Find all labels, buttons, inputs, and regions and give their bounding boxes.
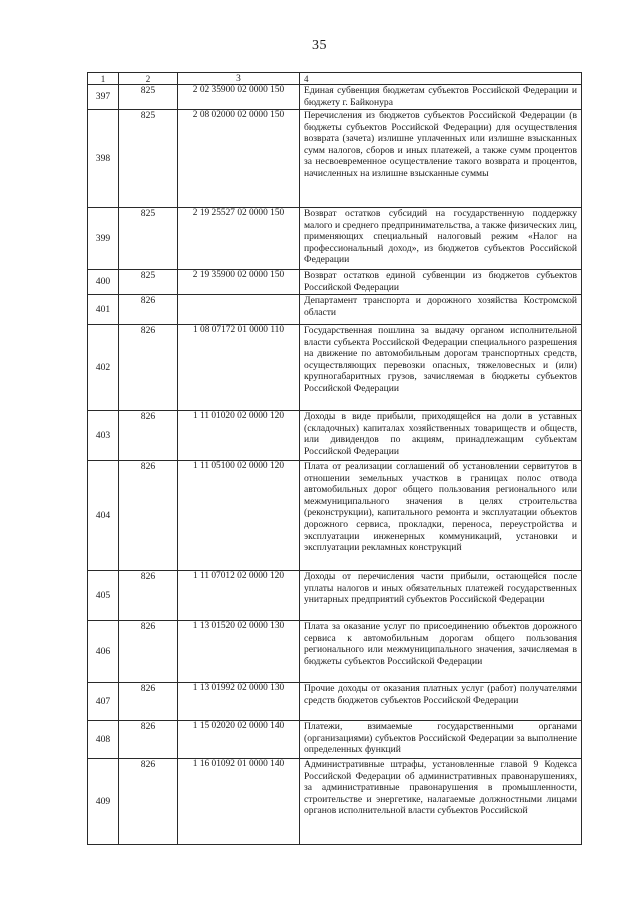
revenue-name: Перечисления из бюджетов субъектов Российской Федерации (в бюджеты субъектов Российской Федерации) для осуществления возврата (зачета) излишне уплаченных или излишне взысканных сумм налогов, сборов и иных платежей, а также сумм процентов за несвоевременное осуществление такого возврата и процентов, начисленных на излишне взысканные суммы [300, 110, 582, 208]
budget-classification-code: 2 08 02000 02 0000 150 [178, 110, 300, 208]
row-number: 399 [88, 208, 119, 270]
row-number: 408 [88, 721, 119, 759]
admin-code: 826 [119, 621, 178, 683]
revenue-name: Прочие доходы от оказания платных услуг (работ) получателями средств бюджетов субъектов Российской Федерации [300, 683, 582, 721]
column-number-1: 1 [88, 73, 119, 85]
admin-code: 825 [119, 270, 178, 295]
column-number-2: 2 [119, 73, 178, 85]
revenue-name: Административные штрафы, установленные главой 9 Кодекса Российской Федерации об административных правонарушениях, за административные правонарушения в промышленности, строительстве и энергетике, налагаемые должностными лицами органов исполнительной власти субъектов Российской [300, 759, 582, 845]
revenue-name: Департамент транспорта и дорожного хозяйства Костромской области [300, 295, 582, 325]
row-number: 407 [88, 683, 119, 721]
table-row [88, 683, 582, 721]
revenue-name: Плата за оказание услуг по присоединению объектов дорожного сервиса к автомобильным дорогам общего пользования регионального или межмуниципального значения, зачисляемая в бюджеты субъектов Российской Федерации [300, 621, 582, 683]
budget-classification-code: 1 13 01992 02 0000 130 [178, 683, 300, 721]
admin-code: 825 [119, 208, 178, 270]
row-number: 402 [88, 325, 119, 411]
admin-code: 826 [119, 571, 178, 621]
row-number: 405 [88, 571, 119, 621]
table-row [88, 571, 582, 621]
admin-code: 825 [119, 110, 178, 208]
row-number: 404 [88, 461, 119, 571]
admin-code: 826 [119, 295, 178, 325]
table-row [88, 295, 582, 325]
row-number: 401 [88, 295, 119, 325]
admin-code: 825 [119, 85, 178, 110]
admin-code: 826 [119, 325, 178, 411]
admin-code: 826 [119, 721, 178, 759]
budget-classification-code: 1 11 01020 02 0000 120 [178, 411, 300, 461]
row-number: 406 [88, 621, 119, 683]
revenue-name: Возврат остатков субсидий на государственную поддержку малого и среднего предпринимательства, а также физических лиц, применяющих специальный налоговый режим «Налог на профессиональный доход», из бюджетов субъектов Российской Федерации [300, 208, 582, 270]
admin-code: 826 [119, 461, 178, 571]
column-number-row [88, 73, 582, 85]
budget-classification-code: 2 19 25527 02 0000 150 [178, 208, 300, 270]
row-number: 409 [88, 759, 119, 845]
table-row [88, 325, 582, 411]
table-row [88, 208, 582, 270]
table-row [88, 621, 582, 683]
table-row [88, 85, 582, 110]
revenue-name: Доходы в виде прибыли, приходящейся на доли в уставных (складочных) капиталах хозяйственных товариществ и обществ, или дивидендов по акциям, принадлежащим субъектам Российской Федерации [300, 411, 582, 461]
row-number: 403 [88, 411, 119, 461]
budget-classification-code: 2 02 35900 02 0000 150 [178, 85, 300, 110]
revenue-name: Единая субвенция бюджетам субъектов Российской Федерации и бюджету г. Байконура [300, 85, 582, 110]
column-number-4: 4 [300, 73, 582, 85]
table-row [88, 759, 582, 845]
admin-code: 826 [119, 759, 178, 845]
admin-code: 826 [119, 411, 178, 461]
column-number-3: 3 [178, 73, 300, 85]
admin-code: 826 [119, 683, 178, 721]
page-number: 35 [312, 38, 327, 53]
budget-classification-code: 1 08 07172 01 0000 110 [178, 325, 300, 411]
budget-classification-code: 1 11 05100 02 0000 120 [178, 461, 300, 571]
revenue-name: Платежи, взимаемые государственными органами (организациями) субъектов Российской Федерации за выполнение определенных функций [300, 721, 582, 759]
row-number: 397 [88, 85, 119, 110]
budget-classification-code: 1 11 07012 02 0000 120 [178, 571, 300, 621]
revenue-codes-table [87, 72, 582, 845]
table-row [88, 411, 582, 461]
budget-classification-code [178, 295, 300, 325]
table-row [88, 721, 582, 759]
budget-classification-code: 1 13 01520 02 0000 130 [178, 621, 300, 683]
budget-classification-code: 2 19 35900 02 0000 150 [178, 270, 300, 295]
revenue-name: Государственная пошлина за выдачу органом исполнительной власти субъекта Российской Федерации специального разрешения на движение по автомобильным дорогам транспортных средств, осуществляющих перевозки опасных, тяжеловесных и (или) крупногабаритных грузов, зачисляемая в бюджеты субъектов Российской Федерации [300, 325, 582, 411]
row-number: 400 [88, 270, 119, 295]
revenue-name: Доходы от перечисления части прибыли, остающейся после уплаты налогов и иных обязательных платежей государственных унитарных предприятий субъектов Российской Федерации [300, 571, 582, 621]
table-row [88, 270, 582, 295]
table-row [88, 110, 582, 208]
budget-classification-code: 1 15 02020 02 0000 140 [178, 721, 300, 759]
budget-classification-code: 1 16 01092 01 0000 140 [178, 759, 300, 845]
revenue-name: Возврат остатков единой субвенции из бюджетов субъектов Российской Федерации [300, 270, 582, 295]
revenue-name: Плата от реализации соглашений об установлении сервитутов в отношении земельных участков в границах полос отвода автомобильных дорог общего пользования регионального или межмуниципального значения в целях строительства (реконструкции), капитального ремонта и эксплуатации объектов дорожного сервиса, прокладки, переноса, переустройства и эксплуатации инженерных коммуникаций, установки и эксплуатации рекламных конструкций [300, 461, 582, 571]
table-row [88, 461, 582, 571]
row-number: 398 [88, 110, 119, 208]
